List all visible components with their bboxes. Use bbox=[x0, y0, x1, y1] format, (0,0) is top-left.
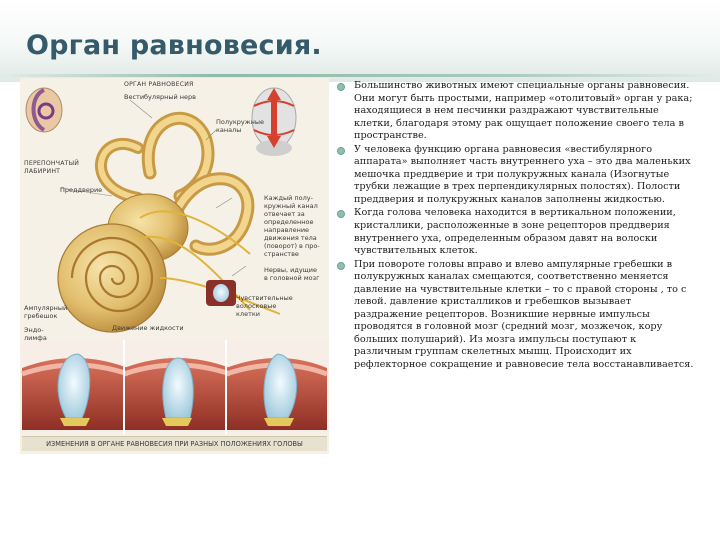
bullet-item bbox=[336, 144, 696, 207]
label-vestibular-nerve: Вестибулярный нерв bbox=[124, 93, 196, 101]
title-divider bbox=[0, 74, 720, 77]
label-canal-note: Каждый полу- кружный канал отвечает за определенное направление движения тела (поворот) в про- странстве bbox=[264, 194, 320, 258]
bullet-item bbox=[336, 207, 696, 257]
label-membranous-labyrinth: ПЕРЕПОНЧАТЫЙ ЛАБИРИНТ bbox=[24, 160, 80, 175]
figure-heading: ОРГАН РАВНОВЕСИЯ bbox=[124, 81, 194, 88]
crista-inset bbox=[206, 280, 236, 306]
bullet-text: У человека функцию органа равновесия «вестибулярного аппарата» выполняет часть внутреннего уха – это два маленьких мешочка преддверие и три полукружных канала (Изогнутые трубки лежащие в трех перпендикулярных полостях). Полости преддверия и полукружных каналов заполнены жидкостью. bbox=[354, 143, 691, 205]
crest-panels bbox=[22, 340, 327, 434]
bullet-text: Большинство животных имеют специальные органы равновесия. Они могут быть простыми, например «отолитовый» орган у рака; находящиеся в нем песчинки раздражают чувствительные клетки, благодаря этому рак ощущает положение своего тела в пространстве. bbox=[354, 80, 693, 142]
bullet-dot bbox=[337, 83, 345, 91]
figure-caption: ИЗМЕНЕНИЯ В ОРГАНЕ РАВНОВЕСИЯ ПРИ РАЗНЫХ ПОЛОЖЕНИЯХ ГОЛОВЫ bbox=[22, 436, 327, 451]
bullet-item bbox=[336, 259, 696, 372]
bullet-dot bbox=[337, 262, 345, 270]
bullet-list bbox=[336, 80, 696, 373]
label-sensitive-hairs: Чувствительные волосковые клетки bbox=[236, 294, 293, 318]
ear-inset bbox=[26, 88, 62, 132]
bullet-text: При повороте головы вправо и влево ампулярные гребешки в полукружных каналах смещаются, соответственно меняется давление на чувствительные клетки – то с правой стороны , то с левой. давление кристалликов и гребешков вызывает раздражение рецепторов. Возникшие нервные импульсы проводятся в головной мозг (средний мозг, мозжечок, кору больших полушарий). Из мозга импульсы поступают к различным группам скелетных мышц. Происходит их рефлекторное сокращение и равновесие тела восстанавливается. bbox=[354, 258, 694, 371]
label-semicircular-canals: Полукружные каналы bbox=[216, 118, 265, 134]
label-nerves-to-brain: Нервы, идущие в головной мозг bbox=[264, 266, 320, 282]
label-fluid-motion: Движение жидкости bbox=[112, 324, 184, 332]
label-endolymph: Эндо- лимфа bbox=[24, 326, 47, 342]
ear-illustration bbox=[20, 78, 329, 454]
bullet-dot bbox=[337, 147, 345, 155]
cochlea bbox=[58, 224, 166, 332]
bullet-text: Когда голова человека находится в вертикальном положении, кристаллики, расположенные в зоне рецепторов преддверия внутреннего уха, определенным образом давят на волоски чувствительных клеток. bbox=[354, 207, 676, 257]
bullet-dot bbox=[337, 210, 345, 218]
bullet-item bbox=[336, 80, 696, 143]
slide-title: Орган равновесия. bbox=[26, 30, 322, 61]
label-vestibule: Преддверие bbox=[60, 186, 103, 194]
label-ampullary-crest: Ампулярный гребешок bbox=[24, 304, 68, 320]
